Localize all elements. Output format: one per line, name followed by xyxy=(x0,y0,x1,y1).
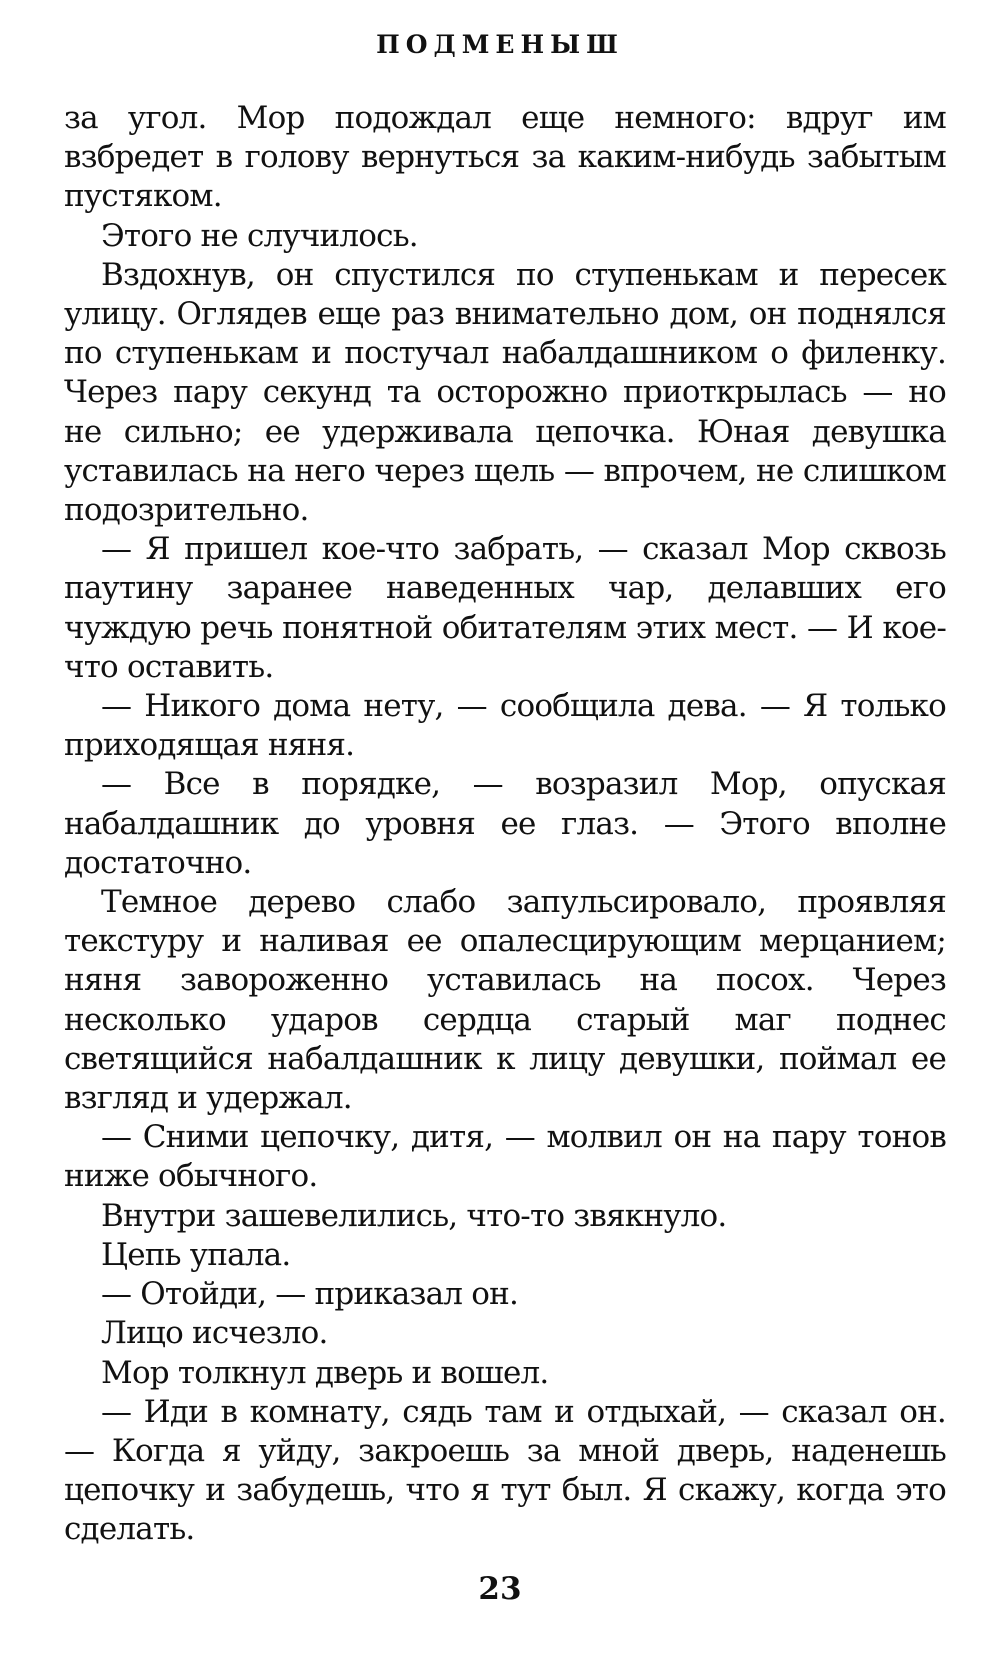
running-title: ПОДМЕНЫШ xyxy=(376,30,624,59)
paragraph: — Никого дома нету, — сообщила дева. — Я только приходящая няня. xyxy=(64,688,946,764)
body-text xyxy=(64,99,946,1550)
paragraph: Темное дерево слабо запульсировало, проявляя текстуру и наливая ее опалесцирующим мерцанием; няня завороженно уставилась на посох. Через несколько ударов сердца старый маг поднес светящийся набалдашник к лицу девушки, поймал ее взгляд и удержал. xyxy=(64,884,946,1117)
paragraph: — Я пришел кое-что забрать, — сказал Мор сквозь паутину заранее наведенных чар, делавших его чуждую речь понятной обитателям этих мест. — И кое-что оставить. xyxy=(64,531,946,685)
paragraph: Лицо исчезло. xyxy=(101,1315,328,1352)
paragraph: — Сними цепочку, дитя, — молвил он на пару тонов ниже обычного. xyxy=(64,1119,946,1195)
paragraph: — Все в порядке, — возразил Мор, опуская набалдашник до уровня ее глаз. — Этого вполне достаточно. xyxy=(64,766,946,881)
paragraph: — Отойди, — приказал он. xyxy=(101,1276,518,1313)
paragraph: Этого не случилось. xyxy=(101,217,418,254)
paragraph: Вздохнув, он спустился по ступенькам и пересек улицу. Оглядев еще раз внимательно дом, он поднялся по ступенькам и постучал набалдашником о филенку. Через пару секунд та осторожно приоткрылась — но не сильно; ее удерживала цепочка. Юная девушка уставилась на него через щель — впрочем, не слишком подозрительно. xyxy=(64,256,946,529)
paragraph: — Иди в комнату, сядь там и отдыхай, — сказал он. — Когда я уйду, закроешь за мной дверь, наденешь цепочку и забудешь, что я тут был. Я скажу, когда это сделать. xyxy=(64,1393,946,1548)
page-number: 23 xyxy=(478,1571,522,1607)
paragraph: за угол. Мор подождал еще немного: вдруг им взбредет в голову вернуться за каким-нибудь забытым пустяком. xyxy=(64,100,946,215)
paragraph: Мор толкнул дверь и вошел. xyxy=(101,1354,549,1391)
paragraph: Цепь упала. xyxy=(101,1236,291,1273)
paragraph: Внутри зашевелились, что-то звякнуло. xyxy=(101,1197,727,1234)
